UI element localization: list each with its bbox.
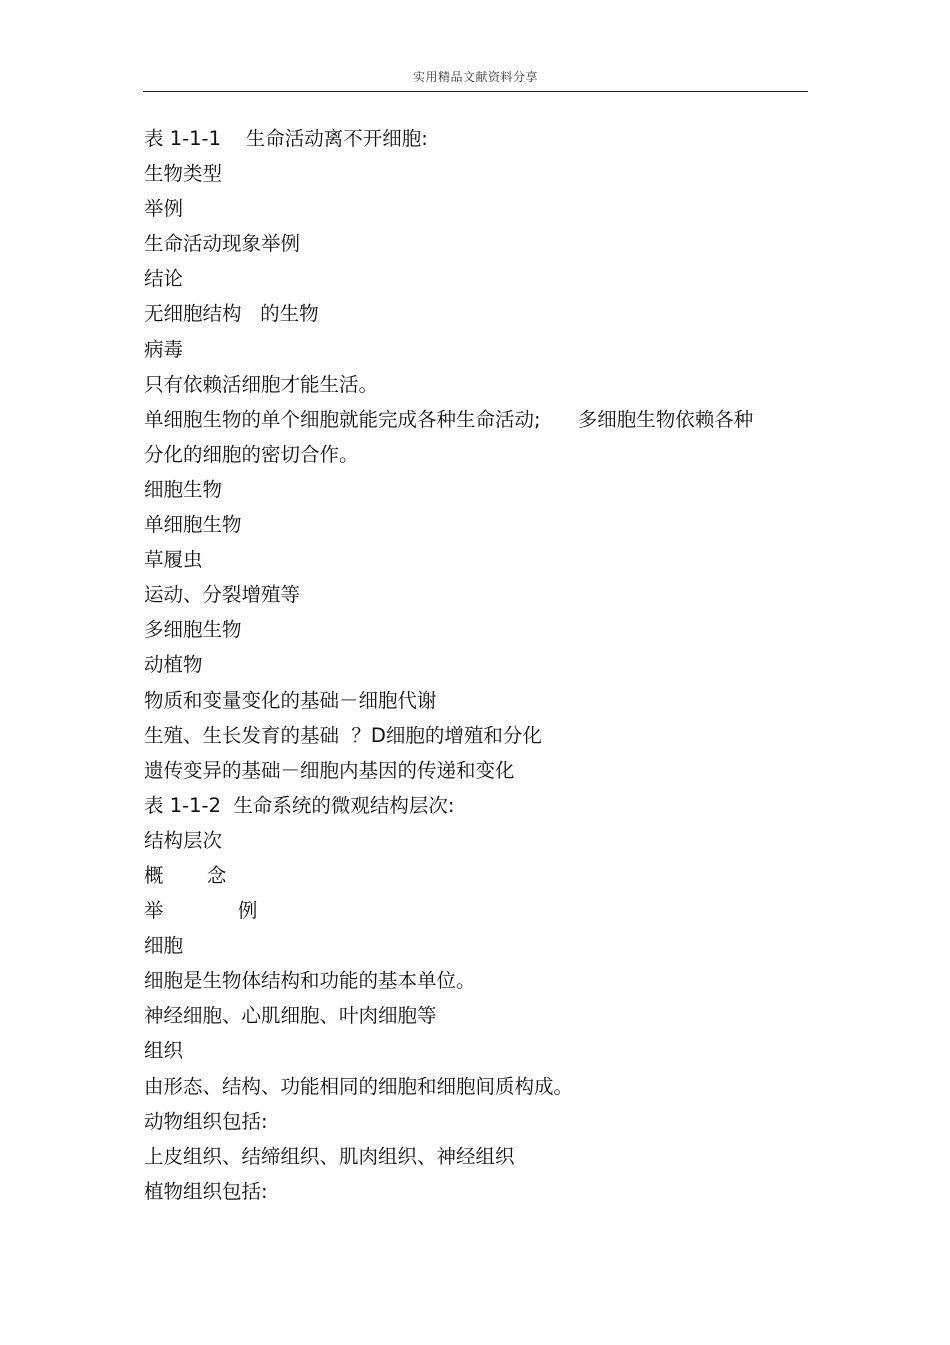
text-line: 组织 [144,1039,184,1063]
text-line: 单细胞生物的单个细胞就能完成各种生命活动; 多细胞生物依赖各种 [144,407,754,431]
table-caption-1-1-1: 表 1-1-1 生命活动离不开细胞: [144,127,428,150]
text-line: 神经细胞、心肌细胞、叶肉细胞等 [144,1004,437,1028]
text-line: 由形态、结构、功能相同的细胞和细胞间质构成。 [144,1074,574,1098]
text-line: 动物组织包括: [144,1109,268,1133]
text-line: 病毒 [144,337,184,361]
text-line: 生物类型 [144,162,223,186]
document-body [144,121,804,1209]
text-line: 分化的细胞的密切合作。 [144,442,359,466]
text-line: 物质和变量变化的基础－细胞代谢 [144,688,437,712]
text-line: 植物组织包括: [144,1179,268,1203]
header-divider [143,91,808,92]
text-line: 运动、分裂增殖等 [144,583,301,607]
text-line: 举例 [144,197,184,221]
text-line: 概 念 [144,863,227,887]
text-line: 无细胞结构 的生物 [144,302,319,326]
text-line: 遗传变异的基础－细胞内基因的传递和变化 [144,758,515,782]
text-line: 生殖、生长发育的基础 ？D细胞的增殖和分化 [144,723,542,747]
text-line: 结论 [144,267,184,291]
table-caption-1-1-2: 表 1-1-2 生命系统的微观结构层次: [144,793,455,817]
text-line: 上皮组织、结缔组织、肌肉组织、神经组织 [144,1144,515,1168]
text-line: 只有依赖活细胞才能生活。 [144,372,379,396]
page-header: 实用精品文献资料分享 [412,70,538,84]
text-line: 动植物 [144,653,203,677]
text-line: 细胞是生物体结构和功能的基本单位。 [144,969,476,993]
text-line: 多细胞生物 [144,618,242,642]
text-line: 草履虫 [144,548,203,572]
text-line: 举 例 [144,899,258,923]
text-line: 细胞 [144,934,184,958]
text-line: 生命活动现象举例 [144,232,301,256]
text-line: 单细胞生物 [144,513,242,537]
text-line: 结构层次 [144,828,223,852]
text-line: 细胞生物 [144,477,223,501]
